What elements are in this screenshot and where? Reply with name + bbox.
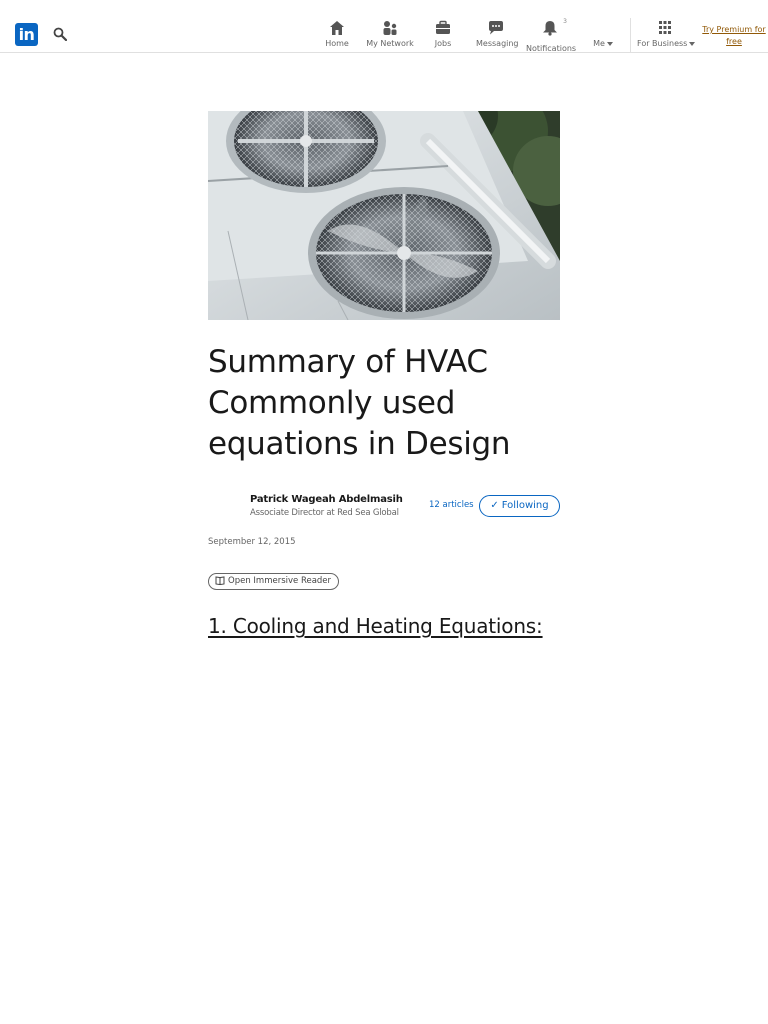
author-avatar[interactable] xyxy=(208,490,242,524)
premium-line-1: Try Premium for xyxy=(702,25,766,34)
nav-item-me[interactable] xyxy=(590,20,616,50)
article-cover-image xyxy=(208,111,560,320)
section-heading: 1. Cooling and Heating Equations: xyxy=(208,614,543,638)
caret-down-icon xyxy=(607,42,613,46)
nav-divider xyxy=(630,18,631,52)
linkedin-logo[interactable]: in xyxy=(15,23,38,46)
caret-down-icon xyxy=(689,42,695,46)
following-label: Following xyxy=(501,500,549,511)
author-name[interactable]: Patrick Wageah Abdelmasih xyxy=(250,494,403,505)
checkmark-icon: ✓ xyxy=(490,500,499,511)
search-icon xyxy=(53,27,67,41)
nav-item-for-business[interactable] xyxy=(637,20,693,50)
briefcase-icon xyxy=(434,20,452,36)
home-icon xyxy=(328,20,346,36)
immersive-reader-label: Open Immersive Reader xyxy=(228,576,332,586)
try-premium-link[interactable] xyxy=(700,24,768,48)
nav-label-me: Me xyxy=(593,39,605,48)
following-button[interactable] xyxy=(479,495,560,517)
book-icon xyxy=(215,576,225,585)
bell-icon xyxy=(541,20,559,36)
network-icon xyxy=(381,20,399,36)
nav-label-my-network: My Network xyxy=(366,39,414,48)
grid-icon xyxy=(656,20,674,36)
nav-label-for-business: For Business xyxy=(637,39,688,48)
avatar xyxy=(594,20,612,36)
message-icon xyxy=(487,20,505,36)
article-title: Summary of HVAC Commonly used equations in Design xyxy=(208,344,511,462)
author-card xyxy=(208,490,560,524)
notification-badge: 3 xyxy=(563,18,567,25)
global-nav xyxy=(0,0,768,53)
publish-date: September 12, 2015 xyxy=(208,537,296,547)
nav-item-my-network[interactable] xyxy=(365,20,415,50)
nav-label-home: Home xyxy=(325,39,349,48)
premium-line-2: free xyxy=(726,37,742,46)
search-button[interactable] xyxy=(53,27,71,45)
nav-label-notifications: Notifications xyxy=(526,44,577,53)
nav-label-messaging: Messaging xyxy=(476,39,519,48)
open-immersive-reader-button[interactable] xyxy=(208,573,339,590)
author-articles-link[interactable]: 12 articles xyxy=(429,500,474,510)
nav-label-jobs: Jobs xyxy=(434,39,452,48)
nav-item-jobs[interactable] xyxy=(428,20,458,50)
nav-item-home[interactable] xyxy=(318,20,356,50)
nav-item-messaging[interactable] xyxy=(476,20,519,50)
nav-item-notifications[interactable] xyxy=(526,18,577,53)
author-headline: Associate Director at Red Sea Global xyxy=(250,508,399,518)
